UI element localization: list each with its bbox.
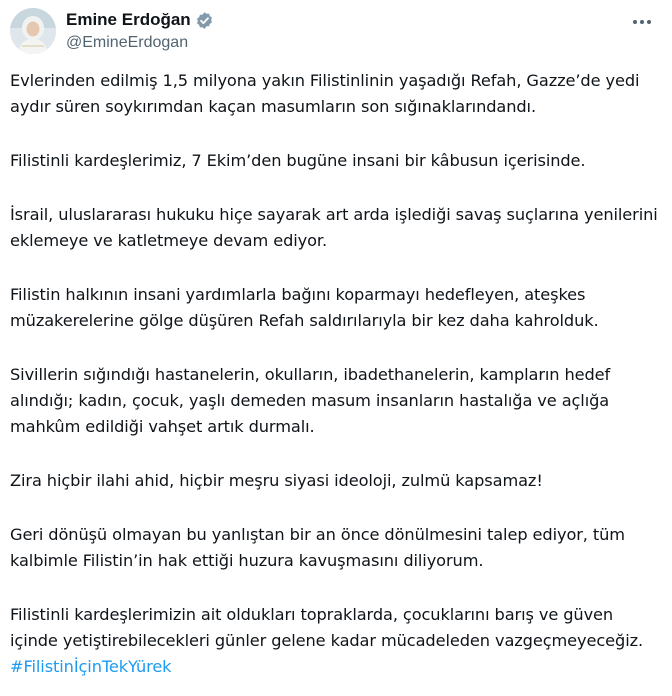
tweet-paragraph: Sivillerin sığındığı hastanelerin, okulların, ibadethanelerin, kampların hedef alındığı; kadın, çocuk, yaşlı demeden masum insanların hastalığa ve açlığa mahkûm edildiği vahşet artık durmalı. <box>10 365 611 436</box>
verified-badge-icon[interactable] <box>195 11 214 30</box>
tweet-paragraph: Filistin halkının insani yardımlarla bağını koparmayı hedefleyen, ateşkes müzakerelerine gölge düşüren Refah saldırılarıyla bir kez daha kahrolduk. <box>10 285 599 330</box>
author-display-name[interactable]: Emine Erdoğan <box>66 10 191 29</box>
tweet-paragraph: Geri dönüşü olmayan bu yanlıştan bir an önce dönülmesini talep ediyor, tüm kalbimle Filistin’in hak ettiği huzura kavuşmasını diliyorum. <box>10 525 625 570</box>
tweet-paragraph-last-text: Filistinli kardeşlerimizin ait oldukları topraklarda, çocuklarını barış ve güven içinde yetiştirebilecekleri günler gelene kadar mücadeleden vazgeçmeyeceğiz. <box>10 605 644 650</box>
tweet-header <box>10 4 662 60</box>
tweet-paragraph: Filistinli kardeşlerimiz, 7 Ekim’den bugüne insani bir kâbusun içerisinde. <box>10 151 586 170</box>
tweet-paragraph: Zira hiçbir ilahi ahid, hiçbir meşru siyasi ideoloji, zulmü kapsamaz! <box>10 471 543 490</box>
avatar-image <box>10 8 56 54</box>
tweet-text <box>10 68 660 680</box>
author-name-row <box>66 10 214 30</box>
tweet-paragraph: Evlerinden edilmiş 1,5 milyona yakın Filistinlinin yaşadığı Refah, Gazze’de yedi aydır süren soykırımdan kaçan masumların son sığınaklarındandı. <box>10 71 640 116</box>
author-handle[interactable]: @EmineErdogan <box>66 34 189 51</box>
tweet-paragraph-last <box>10 602 660 680</box>
hashtag-link[interactable]: #Filistinİçin​TekYürek <box>10 657 172 676</box>
more-options-icon[interactable] <box>628 10 656 34</box>
tweet-paragraph: İsrail, uluslararası hukuku hiçe sayarak art arda işlediği savaş suçlarına yenilerini eklemeye ve katletmeye devam ediyor. <box>10 205 658 250</box>
avatar[interactable] <box>10 8 56 54</box>
